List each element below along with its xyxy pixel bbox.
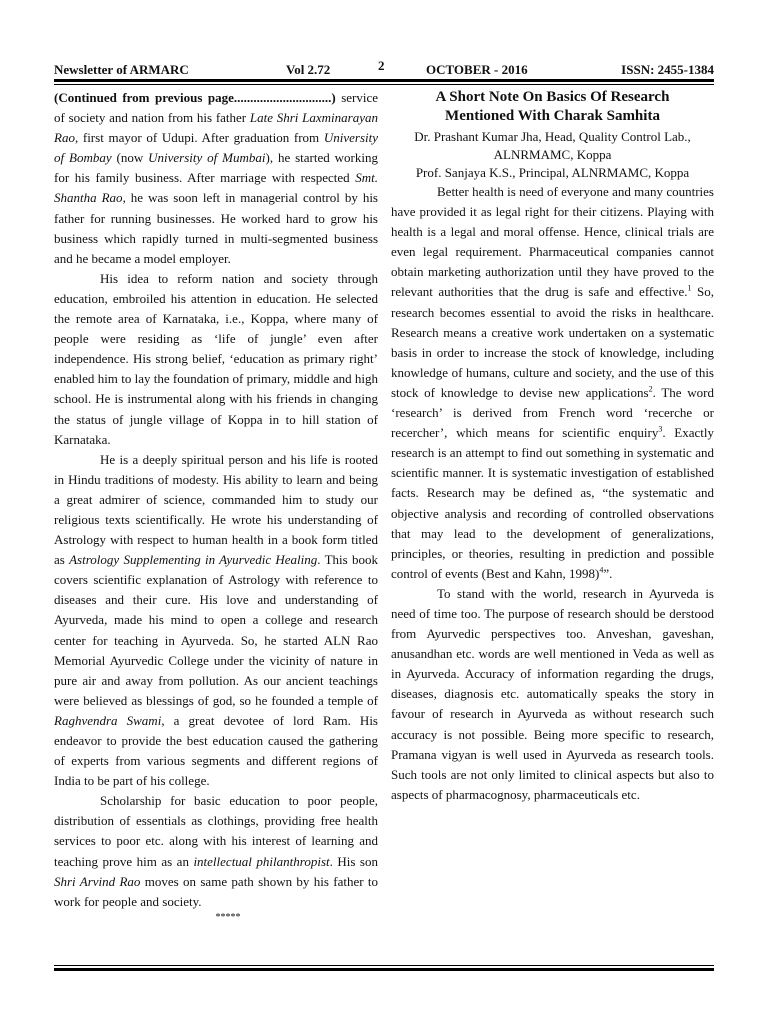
end-stars: *****: [215, 911, 241, 923]
footer-rule: [54, 965, 714, 971]
newsletter-name: Newsletter of ARMARC: [54, 62, 189, 77]
author-1: Dr. Prashant Kumar Jha, Head, Quality Control Lab., ALNRMAMC, Koppa: [414, 129, 691, 162]
page-header: [54, 58, 714, 78]
issue-date: OCTOBER - 2016: [426, 62, 528, 77]
continued-paragraph: (Continued from previous page..............................) service of society and nation from his father Late Shri Laxminarayan Rao, first mayor of Udupi. After graduation from University of Bombay (now University of Mumbai), he started working for his family business. After marriage with respected Smt. Shantha Rao, he was soon left in managerial control by his father for running businesses. He worked hard to grow his business which rapidly turned in multi-segmented business and he became a model employer.: [54, 90, 378, 266]
ayurveda-paragraph: To stand with the world, research in Ayurveda is need of time too. The purpose of research should be derstood from Ayurvedic perspectives too. Anveshan, gaveshan, anusandhan etc. words are well mentioned in Veda as well as in Ayurveda. Accuracy of information regarding the drugs, diseases, diagnosis etc. automatically speaks the story in favour of research in Ayurveda as without research such accuracy is not possible. Being more specific to research, Pramana vigyan is well used in Ayurveda as research tools. Such tools are not only limited to clinical aspects but also to aspects of pharmacognosy, pharmaceuticals etc.: [391, 585, 714, 802]
continued-note: (Continued from previous page..............................): [54, 90, 336, 105]
research-paragraph: Better health is need of everyone and many countries have provided it as legal right for their citizens. Playing with health is a legal and moral offense. Hence, clinical trials are even legal requirement. Pharmaceutical companies cannot obtain marketing authorization until they have proved to the relevant authorities that the drug is safe and effective.$^1$ So, research becomes essential to avoid the risks in healthcare. Research means a creative work undertaken on a systematic basis in order to increase the stock of knowledge, including knowledge of humans, culture and society, and the use of this stock of knowledge to devise new applications$^2$. The word ‘research’ is derived from French word ‘recerche or recercher’, which means for scientific enquiry$^3$. Exactly research is an attempt to find out something in systematic and scientific manner. It is systematic investigation of established facts. Research may be defined as, “the systematic and objective analysis and recording of controlled observations that may lead to the development of generalizations, principles, or theories, resulting in prediction and possible control of events (Best and Kahn, 1998)$^4$”.: [391, 184, 714, 581]
left-column: [54, 88, 378, 924]
article-title: A Short Note On Basics Of Research Mentioned With Charak Samhita: [435, 89, 670, 124]
ref-1: 1: [687, 284, 692, 294]
education-paragraph: His idea to reform nation and society through education, embroiled his attention in education. He selected the remote area of Karnataka, i.e., Koppa, where many of people were residing as ‘life of jungle’ even after independence. His strong belief, ‘education as primary right’ enabled him to lay the foundation of primary, middle and high school. He is instrumental along with his friends in changing the status of jungle village of Koppa in to hill station of Karnataka.: [54, 270, 378, 447]
ref-3: 3: [658, 424, 663, 434]
right-column: [391, 88, 714, 805]
author-2: Prof. Sanjaya K.S., Principal, ALNRMAMC, Koppa: [415, 165, 690, 180]
page-number: 2: [378, 58, 385, 73]
scholarship-paragraph: Scholarship for basic education to poor people, distribution of essentials as clothings, providing free health services to poor etc. along with his interest of learning and teaching prove him as an intellectual philanthropist. His son Shri Arvind Rao moves on same path shown by his father to work for people and society.: [54, 793, 379, 909]
ref-2: 2: [648, 384, 653, 394]
issn-number: ISSN: 2455-1384: [621, 62, 714, 77]
volume-number: Vol 2.72: [286, 62, 331, 77]
ref-4: 4: [599, 565, 604, 575]
spiritual-paragraph: He is a deeply spiritual person and his life is rooted in Hindu traditions of modesty. His ability to learn and being a great admirer of science, commanded him to study our religious texts scientifically. He wrote his understanding of Astrology with respect to human health in a book form titled as Astrology Supplementing in Ayurvedic Healing. This book covers scientific explanation of Astrology with reference to diseases and their cure. His love and understanding of Ayurveda, made his mind to open a college and research center for teaching in Ayurveda. So, he started ALN Rao Memorial Ayurvedic College under the vicinity of nature in pure air and away from pollution. As our ancient teachings were believed as blessings of god, so he founded a temple of Raghvendra Swami, a great devotee of lord Ram. His endeavor to provide the best education caused the gathering of experts from various segments and different regions of India to be part of his college.: [54, 451, 378, 789]
header-rule: [54, 79, 714, 85]
